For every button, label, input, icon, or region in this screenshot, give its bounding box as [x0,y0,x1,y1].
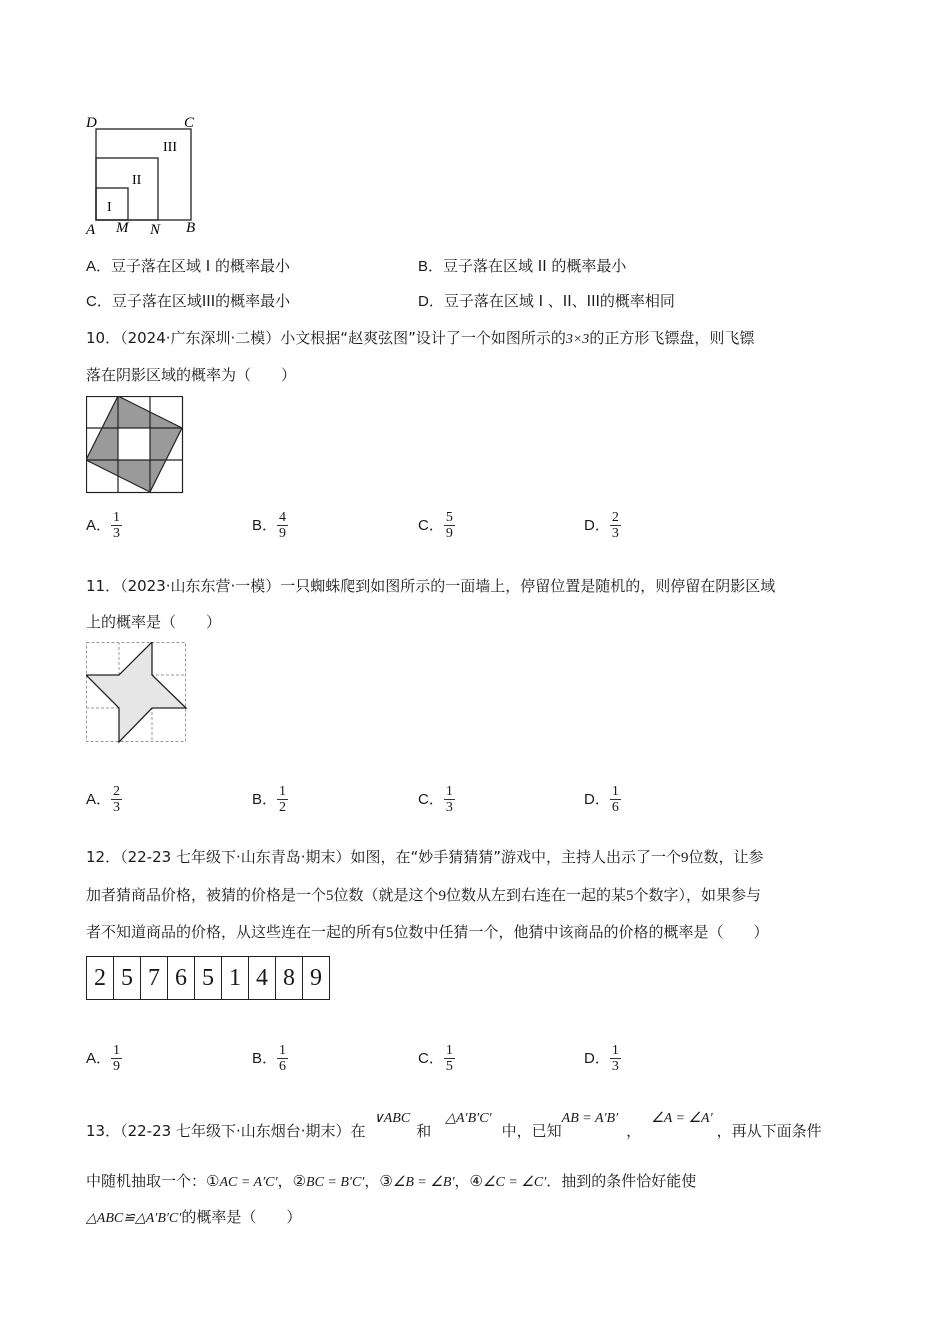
numerator: 1 [445,1043,453,1058]
numerator: 1 [611,784,619,799]
q12-line3 [86,921,769,942]
q11-line2: 上的概率是（ ） [86,613,222,631]
question-text: 的概率是（ ） [181,1208,302,1226]
fraction [444,510,455,541]
question-text: 加者猜商品价格，被猜的价格是一个 [86,886,327,904]
question-text: ， [626,1122,642,1140]
point-N: N [150,222,161,238]
vertex-B: B [186,220,196,236]
fraction [111,784,122,815]
numerator: 5 [445,510,453,525]
denominator: 3 [445,800,453,815]
q12-option-b[interactable] [252,1043,288,1074]
option-letter: B． [252,1050,278,1067]
option-letter: D． [584,517,610,534]
digit-cell: 8 [276,957,303,999]
question-text: （22-23 七年级下·山东烟台·期末）在 [120,1122,366,1140]
question-text: （2024·广东深圳·二模）小文根据“赵爽弦图”设计了一个如图所示的 [120,329,566,347]
numerator: 1 [113,510,121,525]
fraction [277,510,288,541]
numerator: 1 [279,1043,287,1058]
q9-option-a[interactable] [86,255,290,276]
q10-option-b[interactable] [252,510,288,541]
region-I-label: I [107,200,112,215]
digit-cell: 7 [141,957,168,999]
q13-line1 [86,1111,822,1141]
numerator: 1 [611,1043,619,1058]
q10-option-a[interactable] [86,510,122,541]
numerator: 4 [279,510,287,525]
question-number: 10． [86,329,121,347]
digit-cell: 5 [114,957,141,999]
option-letter: C． [86,293,112,310]
q11-option-b[interactable] [252,784,288,815]
question-text: 个数字），如果参与 [633,886,762,904]
denominator: 9 [445,526,453,541]
question-number: 13． [86,1122,121,1140]
q11-line1 [86,575,775,596]
q12-line1 [86,846,764,867]
point-M: M [116,220,129,236]
option-letter: C． [418,791,444,808]
option-letter: A． [86,791,112,808]
q11-option-d[interactable] [584,784,621,815]
q12-line2 [86,884,761,905]
denominator: 9 [113,1059,121,1074]
option-text: 豆子落在区域III的概率最小 [111,292,291,310]
fraction [610,784,621,815]
question-text: ，④ [454,1172,483,1190]
q12-option-c[interactable] [418,1043,455,1074]
q12-option-d[interactable] [584,1043,621,1074]
denominator: 6 [611,800,619,815]
denominator: 5 [445,1059,453,1074]
q10-line1 [86,327,754,348]
question-text: （2023·山东东营·一模）一只蜘蛛爬到如图所示的一面墙上，停留位置是随机的，则停留在阴影区域 [120,577,776,595]
question-text: ，再从下面条件 [716,1122,822,1140]
option-letter: A． [86,1050,112,1067]
denominator: 9 [279,526,287,541]
numerator: 2 [113,784,121,799]
digit-cell: 5 [195,957,222,999]
option-letter: D． [584,1050,610,1067]
numerator: 1 [113,1043,121,1058]
math-number: 5 [326,888,334,904]
question-text: ，② [277,1172,307,1190]
math-ab-equals: AB = A′B′ [561,1111,619,1126]
q13-line2 [86,1170,696,1191]
q9-option-c[interactable] [86,290,290,311]
nested-squares-figure [80,108,210,238]
condition-2: BC = B′C′ [306,1175,365,1190]
question-number: 12． [86,848,121,866]
option-letter: A． [86,517,112,534]
fraction [444,1043,455,1074]
math-triangle-abc: ∨ABC [373,1111,411,1126]
option-letter: B． [418,258,444,275]
condition-3: ∠B = ∠B′ [392,1175,455,1190]
question-text: 中，已知 [501,1122,562,1140]
question-text: ．抽到的条件恰好能使 [546,1172,697,1190]
vertex-D: D [86,115,97,131]
denominator: 3 [611,1059,619,1074]
math-3x3: 3×3 [565,332,590,347]
question-text: 位数，让参 [688,848,764,866]
fraction [444,784,455,815]
fraction [610,510,621,541]
condition-4: ∠C = ∠C′ [483,1175,547,1190]
q9-option-d[interactable] [418,290,675,311]
math-congruence: △ABC≌△A′B′C′ [86,1211,182,1226]
denominator: 3 [611,526,619,541]
fraction [277,1043,288,1074]
digit-cell: 1 [222,957,249,999]
question-text: 位数从左到右连在一起的某 [446,886,627,904]
option-text: 豆子落在区域 I 的概率最小 [111,257,290,275]
denominator: 6 [279,1059,287,1074]
digit-cell: 4 [249,957,276,999]
digit-cell: 6 [168,957,195,999]
option-text: 豆子落在区域 I 、II、III的概率相同 [443,292,675,310]
q13-line3 [86,1206,301,1227]
q11-option-a[interactable] [86,784,122,815]
digit-cell: 9 [310,964,322,991]
question-text: 位数（就是这个 [333,886,439,904]
digit-cell: 2 [87,957,114,999]
region-III-label: III [163,140,177,155]
q12-option-a[interactable] [86,1043,122,1074]
star-figure [86,642,188,744]
denominator: 3 [113,800,121,815]
option-letter: A． [86,258,112,275]
option-letter: C． [418,517,444,534]
vertex-C: C [184,115,195,131]
option-letter: B． [252,791,278,808]
numerator: 1 [445,784,453,799]
fraction [111,1043,122,1074]
math-angle-a-equals: ∠A = ∠A′ [651,1111,713,1126]
q10-option-c[interactable] [418,510,455,541]
option-letter: D． [418,293,444,310]
q10-line2: 落在阴影区域的概率为（ ） [86,366,297,384]
numerator: 2 [611,510,619,525]
dartboard-figure [86,396,184,494]
option-text: 豆子落在区域 II 的概率最小 [443,257,627,275]
denominator: 2 [279,800,287,815]
question-text: 中随机抽取一个：① [86,1172,220,1190]
denominator: 3 [113,526,121,541]
fraction [610,1043,621,1074]
math-triangle-a-prime: △A′B′C′ [445,1111,492,1126]
vertex-A: A [86,222,96,238]
math-number: 9 [438,888,447,904]
option-letter: B． [252,517,278,534]
option-letter: C． [418,1050,444,1067]
q9-option-b[interactable] [418,255,626,276]
question-number: 11． [86,577,121,595]
fraction [277,784,288,815]
question-text: （22-23 七年级下·山东青岛·期末）如图，在“妙手猜猜猜”游戏中，主持人出示了一个 [120,848,682,866]
question-text: 者不知道商品的价格，从这些连在一起的所有 [86,923,387,941]
question-text: ，③ [364,1172,393,1190]
nine-digit-number-table [86,956,330,1000]
math-number: 5 [386,925,394,941]
math-number: 5 [626,888,634,904]
question-text: 和 [416,1122,432,1140]
numerator: 1 [279,784,287,799]
q10-option-d[interactable] [584,510,621,541]
condition-1: AC = A′C′ [219,1175,278,1190]
question-text: 位数中任猜一个，他猜中该商品的价格的概率是（ ） [393,923,769,941]
fraction [111,510,122,541]
option-letter: D． [584,791,610,808]
math-number: 9 [681,850,689,866]
q11-option-c[interactable] [418,784,455,815]
region-II-label: II [132,173,142,188]
question-text: 的正方形飞镖盘，则飞镖 [589,329,755,347]
